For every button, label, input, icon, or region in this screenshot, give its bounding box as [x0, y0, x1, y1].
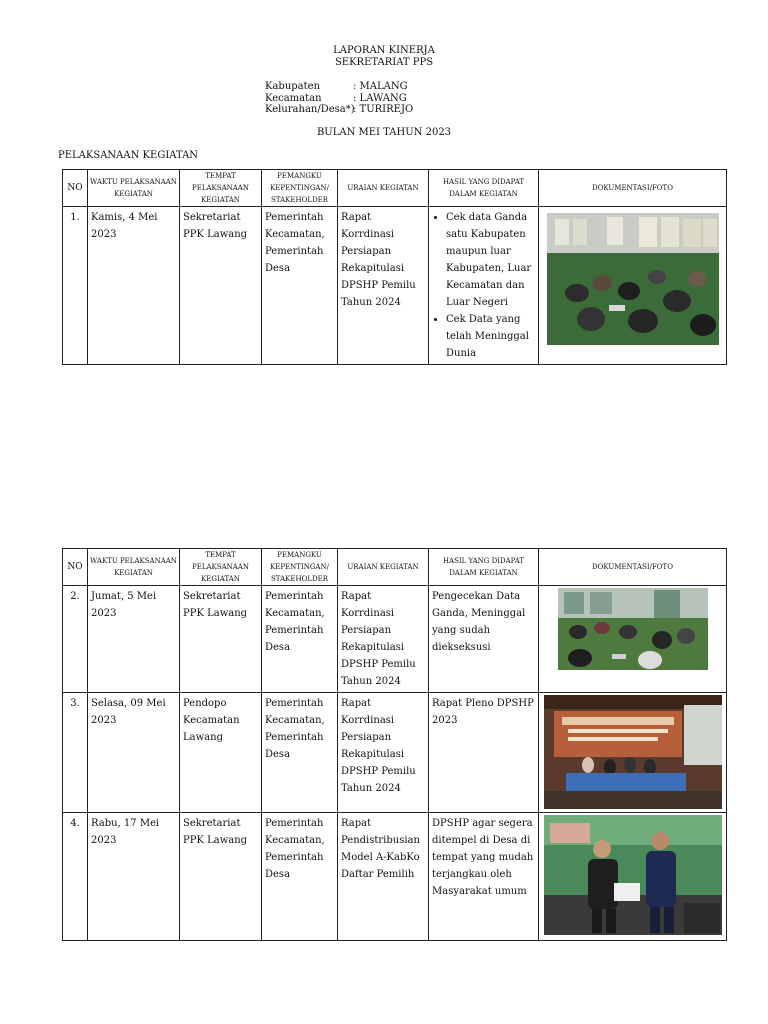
meeting-photo-1	[547, 213, 719, 345]
row-uraian: Rapat Korrdinasi Persiapan Rekapitulasi DPSHP Pemilu Tahun 2024	[338, 693, 429, 813]
row-pemangku: Pemerintah Kecamatan, Pemerintah Desa	[262, 207, 338, 365]
table-header-row	[63, 549, 727, 586]
col-dokumentasi: DOKUMENTASI/FOTO	[539, 549, 727, 586]
row-hasil: Pengecekan Data Ganda, Meninggal yang sudah diekseksusi	[429, 586, 539, 693]
row-hasil: DPSHP agar segera ditempel di Desa di tempat yang mudah terjangkau oleh Masyarakat umum	[429, 813, 539, 941]
meeting-photo-2	[558, 588, 708, 670]
row-tempat: Sekretariat PPK Lawang	[180, 813, 262, 941]
kelurahan-value: : TURIREJO	[353, 104, 414, 115]
col-no: NO	[63, 549, 88, 586]
col-uraian: URAIAN KEGIATAN	[338, 170, 429, 207]
table-header-row	[63, 170, 727, 207]
col-hasil: HASIL YANG DIDAPAT DALAM KEGIATAN	[429, 170, 539, 207]
row-waktu: Selasa, 09 Mei 2023	[88, 693, 180, 813]
col-uraian: URAIAN KEGIATAN	[338, 549, 429, 586]
row-pemangku: Pemerintah Kecamatan, Pemerintah Desa	[262, 813, 338, 941]
row-foto	[539, 693, 727, 813]
col-tempat: TEMPAT PELAKSANAAN KEGIATAN	[180, 549, 262, 586]
activity-table-1	[62, 169, 727, 365]
table-row	[63, 207, 727, 365]
row-tempat: Sekretariat PPK Lawang	[180, 586, 262, 693]
activity-table-2	[62, 548, 727, 941]
table-row	[63, 693, 727, 813]
row-pemangku: Pemerintah Kecamatan, Pemerintah Desa	[262, 693, 338, 813]
row-tempat: Pendopo Kecamatan Lawang	[180, 693, 262, 813]
report-title: LAPORAN KINERJA	[333, 45, 435, 56]
row-hasil: Rapat Pleno DPSHP 2023	[429, 693, 539, 813]
table-row	[63, 586, 727, 693]
kabupaten-label: Kabupaten	[265, 81, 321, 92]
row-no: 2.	[63, 586, 88, 693]
col-pemangku: PEMANGKU KEPENTINGAN/ STAKEHOLDER	[262, 549, 338, 586]
row-uraian: Rapat Korrdinasi Persiapan Rekapitulasi DPSHP Pemilu Tahun 2024	[338, 586, 429, 693]
kelurahan-label: Kelurahan/Desa*)	[265, 104, 355, 115]
report-period: BULAN MEI TAHUN 2023	[316, 127, 452, 138]
meeting-photo-3	[544, 695, 722, 809]
kecamatan-label: Kecamatan	[265, 92, 322, 104]
report-subtitle: SEKRETARIAT PPS	[334, 57, 434, 68]
location-block	[265, 81, 413, 116]
handover-photo-4	[544, 815, 722, 935]
row-no: 4.	[63, 813, 88, 941]
row-hasil	[429, 207, 539, 365]
row-pemangku: Pemerintah Kecamatan, Pemerintah Desa	[262, 586, 338, 693]
col-dokumentasi: DOKUMENTASI/FOTO	[539, 170, 727, 207]
row-uraian: Rapat Korrdinasi Persiapan Rekapitulasi DPSHP Pemilu Tahun 2024	[338, 207, 429, 365]
row-uraian: Rapat Pendistribusian Model A-KabKo Daftar Pemilih	[338, 813, 429, 941]
col-waktu: WAKTU PELAKSANAAN KEGIATAN	[88, 549, 180, 586]
hasil-bullet: • Cek data Ganda satu Kabupaten maupun luar Kabupaten, Luar Kecamatan dan Luar Negeri	[446, 209, 535, 311]
col-waktu: WAKTU PELAKSANAAN KEGIATAN	[88, 170, 180, 207]
hasil-bullet: • Cek Data yang telah Meninggal Dunia	[446, 311, 535, 362]
kabupaten-value: : MALANG	[353, 81, 408, 92]
section-title: PELAKSANAAN KEGIATAN	[58, 150, 199, 161]
row-waktu: Jumat, 5 Mei 2023	[88, 586, 180, 693]
table-row	[63, 813, 727, 941]
col-pemangku: PEMANGKU KEPENTINGAN/ STAKEHOLDER	[262, 170, 338, 207]
col-no: NO	[63, 170, 88, 207]
row-waktu: Rabu, 17 Mei 2023	[88, 813, 180, 941]
kecamatan-value: : LAWANG	[353, 92, 407, 104]
row-no: 1.	[63, 207, 88, 365]
row-waktu: Kamis, 4 Mei 2023	[88, 207, 180, 365]
row-no: 3.	[63, 693, 88, 813]
row-foto	[539, 207, 727, 365]
row-foto	[539, 586, 727, 693]
col-tempat: TEMPAT PELAKSANAAN KEGIATAN	[180, 170, 262, 207]
row-foto	[539, 813, 727, 941]
col-hasil: HASIL YANG DIDAPAT DALAM KEGIATAN	[429, 549, 539, 586]
row-tempat: Sekretariat PPK Lawang	[180, 207, 262, 365]
